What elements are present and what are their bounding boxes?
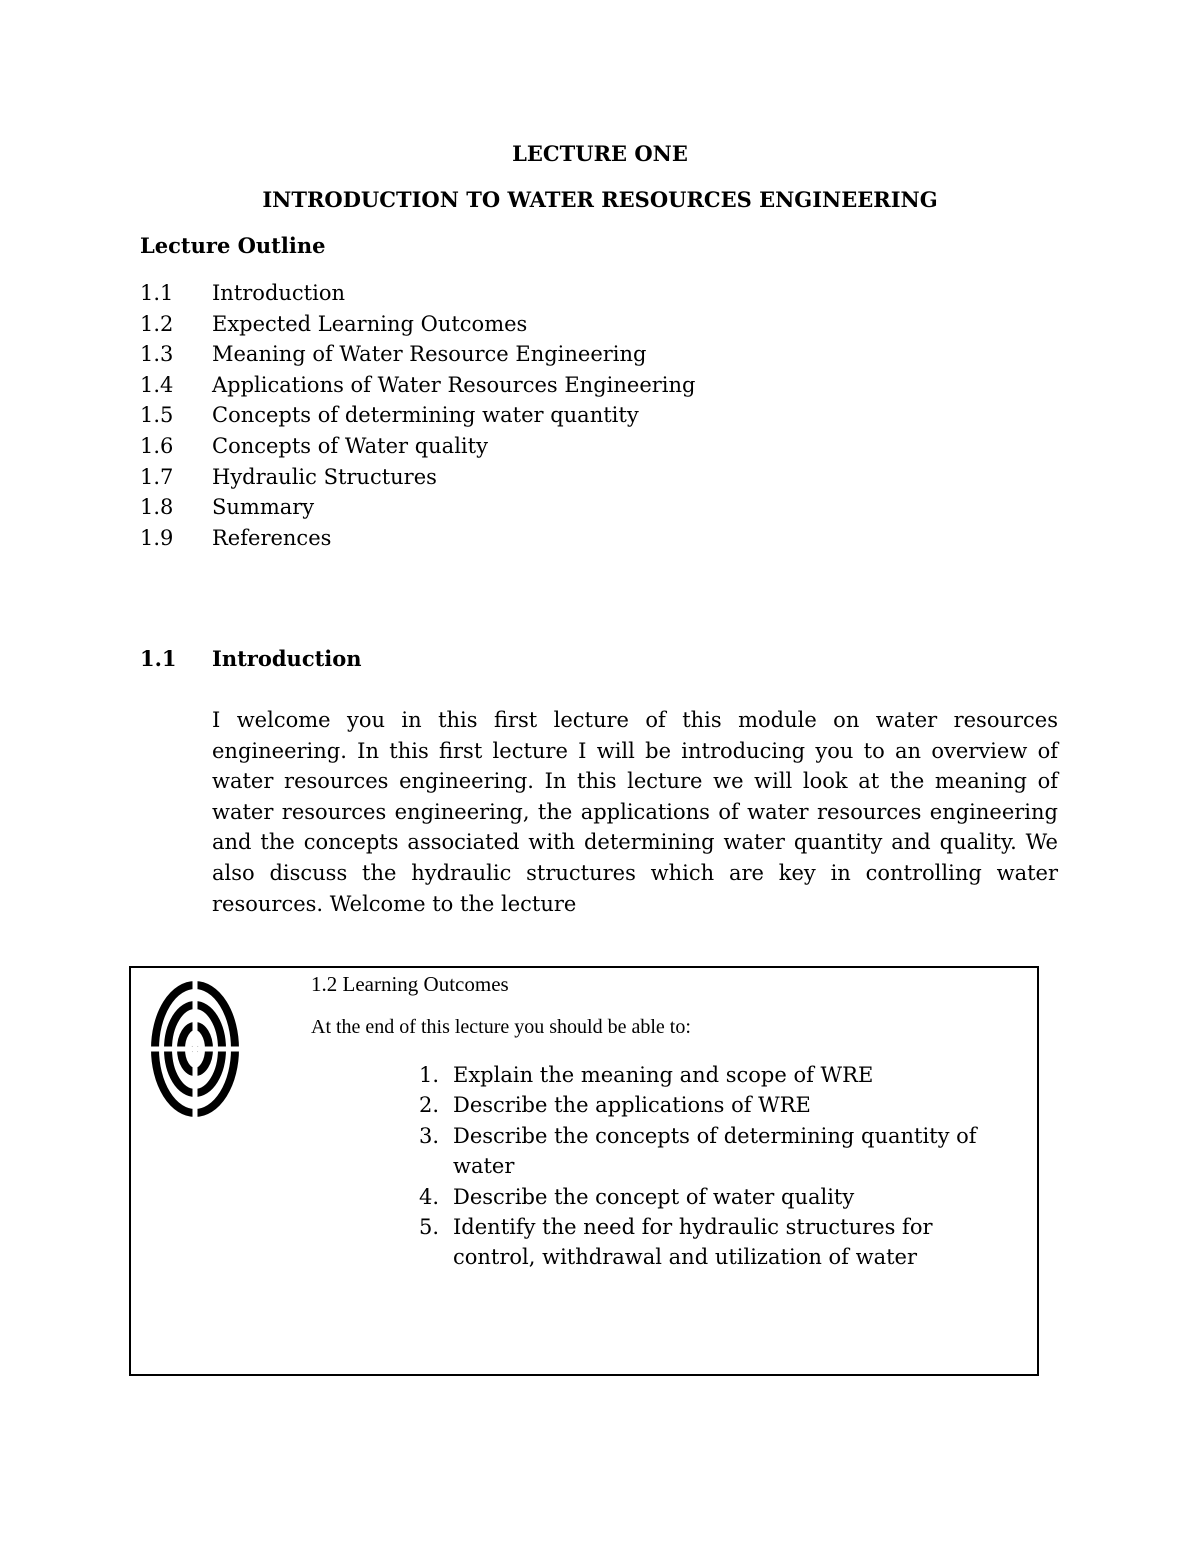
outline-item bbox=[140, 370, 695, 401]
learning-outcomes-lead: At the end of this lecture you should be able to: bbox=[311, 1016, 691, 1038]
introduction-heading bbox=[140, 646, 362, 671]
outline-item bbox=[140, 339, 695, 370]
outline-item bbox=[140, 492, 695, 523]
outline-item bbox=[140, 462, 695, 493]
outcome-item bbox=[419, 1212, 1019, 1273]
outline-item-number: 1.6 bbox=[140, 433, 174, 458]
outcome-text: Describe the applications of WRE bbox=[453, 1093, 811, 1118]
learning-outcomes-list bbox=[419, 1060, 1019, 1273]
lecture-main-title: INTRODUCTION TO WATER RESOURCES ENGINEERING bbox=[262, 187, 938, 212]
outline-item-number: 1.8 bbox=[140, 495, 174, 520]
outline-item-number: 1.7 bbox=[140, 464, 174, 489]
outcome-text: Describe the concept of water quality bbox=[453, 1184, 855, 1209]
outline-item bbox=[140, 278, 695, 309]
learning-outcomes-box bbox=[129, 966, 1039, 1376]
outline-item-label: Expected Learning Outcomes bbox=[212, 311, 528, 336]
outcome-item bbox=[419, 1090, 1019, 1120]
outline-item bbox=[140, 431, 695, 462]
outline-item-label: References bbox=[212, 525, 332, 550]
outcome-item bbox=[419, 1060, 1019, 1090]
outline-item bbox=[140, 309, 695, 340]
outline-item-number: 1.1 bbox=[140, 281, 174, 305]
outline-heading: Lecture Outline bbox=[140, 233, 326, 258]
introduction-paragraph: I welcome you in this first lecture of this module on water resources engineering. In this first lecture I will be introducing you to an overview of water resources engineering. In this lecture we will look at the meaning of water resources engineering, the applications of water resources engineering and the concepts associated with determining water quantity and quality. We also discuss the hydraulic structures which are key in controlling water resources. Welcome to the lecture bbox=[212, 708, 1058, 916]
outcome-number: 5. bbox=[419, 1215, 440, 1240]
outcome-text: Describe the concepts of determining quantity of water bbox=[453, 1123, 977, 1179]
outcome-text: Identify the need for hydraulic structures for control, withdrawal and utilization of water bbox=[453, 1215, 933, 1270]
outcome-number: 1. bbox=[419, 1063, 440, 1087]
introduction-section-title: Introduction bbox=[212, 646, 362, 671]
outcome-text: Explain the meaning and scope of WRE bbox=[453, 1063, 874, 1087]
outcome-item bbox=[419, 1182, 1019, 1212]
outline-item bbox=[140, 400, 695, 431]
outline-item-number: 1.4 bbox=[140, 372, 174, 397]
outline-item-label: Concepts of Water quality bbox=[212, 433, 488, 458]
outline-item-number: 1.2 bbox=[140, 311, 174, 336]
outcome-number: 2. bbox=[419, 1093, 440, 1118]
outline-item-number: 1.5 bbox=[140, 403, 174, 428]
target-icon bbox=[149, 978, 241, 1120]
outcome-number: 3. bbox=[419, 1123, 440, 1148]
introduction-section-number: 1.1 bbox=[140, 646, 177, 671]
outline-item-label: Meaning of Water Resource Engineering bbox=[212, 342, 647, 367]
outline-list bbox=[140, 278, 695, 553]
outline-item-label: Applications of Water Resources Engineering bbox=[212, 372, 696, 397]
outcome-item bbox=[419, 1121, 1019, 1182]
outline-item bbox=[140, 523, 695, 554]
outline-item-label: Hydraulic Structures bbox=[212, 464, 437, 489]
outline-item-label: Introduction bbox=[212, 281, 345, 305]
outline-item-label: Concepts of determining water quantity bbox=[212, 403, 639, 428]
outline-item-number: 1.9 bbox=[140, 525, 174, 550]
learning-outcomes-title: 1.2 Learning Outcomes bbox=[311, 972, 509, 996]
outcome-number: 4. bbox=[419, 1184, 440, 1209]
outline-item-label: Summary bbox=[212, 495, 315, 520]
outline-item-number: 1.3 bbox=[140, 342, 174, 367]
lecture-number-title: LECTURE ONE bbox=[512, 141, 688, 166]
